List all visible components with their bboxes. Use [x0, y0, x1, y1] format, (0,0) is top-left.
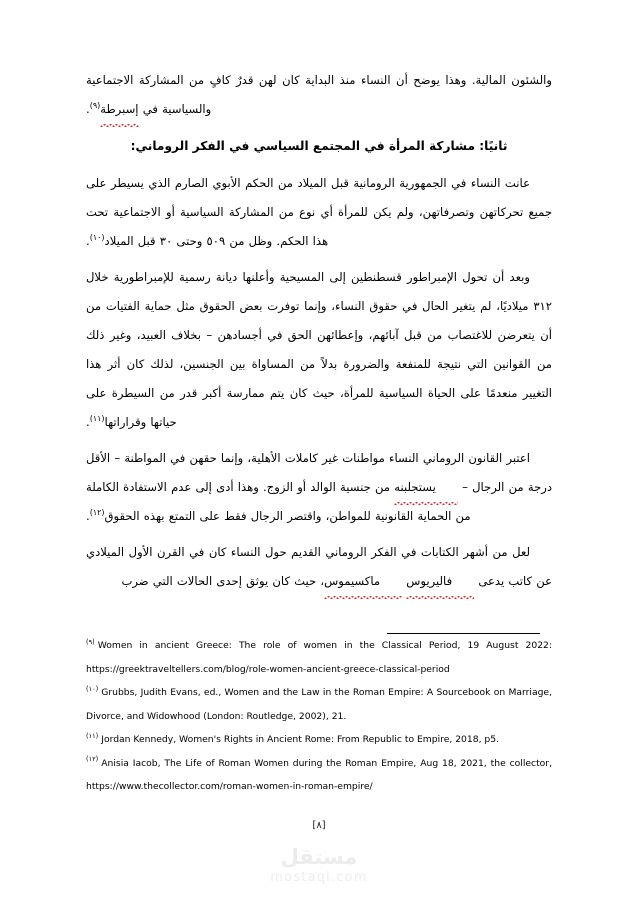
paragraph-4-text-part-1: اعتبر القانون الروماني النساء مواطنات غير كاملات الأهلية، وإنما حقهن في المواطنة – الأقل درجة من الرجال – [86, 451, 553, 494]
footnote-item-11 [86, 728, 552, 752]
paragraph-4-text-after-ref: . [86, 509, 90, 523]
page-body-content [86, 66, 552, 603]
footnote-text-10: Grubbs, Judith Evans, ed., Women and the Law in the Roman Empire: A Sourcebook on Marriage, Divorce, and Widowhood (London: Routledge, 2002), 21. [86, 687, 552, 722]
footnote-text-11: Jordan Kennedy, Women's Rights in Ancient Rome: From Republic to Empire, 2018, p5. [101, 734, 500, 745]
footnote-ref-12[interactable]: (١٢) [89, 508, 105, 518]
footnote-text-9: Women in ancient Greece: The role of women in the Classical Period, 19 August 2022: https://greektraveltellers.com/blog/role-women-ancient-greece-classical-period [86, 640, 552, 675]
footnote-marker-10: (١٠) [86, 684, 99, 693]
footnote-item-9 [86, 634, 552, 681]
spellcheck-word-isbarta-text: إسبرطة [100, 102, 139, 116]
paragraph-1-text-before-ref: والشئون المالية. وهذا يوضح أن النساء منذ البداية كان لهن قدرٌ كافٍ من المشاركة الاجتماعية والسياسية في [86, 73, 552, 116]
section-heading-roman-thought: ثانيًا: مشاركة المرأة في المجتمع السياسي في الفكر الروماني: [130, 139, 508, 153]
spellcheck-word-maximus [324, 567, 402, 596]
footnote-ref-10[interactable]: (١٠) [89, 233, 105, 243]
footnote-ref-11[interactable]: (١١) [89, 414, 105, 424]
watermark-latin-text: mostaql.com [270, 870, 368, 885]
spellcheck-word-yastajlibunah [394, 473, 458, 502]
paragraph-5-text-part-1: لعل من أشهر الكتابات في الفكر الروماني القديم حول النساء كان في القرن الأول الميلادي عن كاتب يدعى [86, 545, 552, 588]
spellcheck-word-yastajlibunah-text: يستجلبنه [394, 480, 436, 494]
spellcheck-word-isbarta [100, 95, 138, 124]
footnote-item-12 [86, 752, 552, 799]
footnote-ref-9[interactable]: (٩) [89, 101, 101, 111]
watermark-arabic-text: مستقل [280, 845, 358, 869]
footnote-section [86, 633, 552, 799]
spellcheck-word-valerius [406, 567, 474, 596]
paragraph-5-text-part-2: ، حيث كان يوثق إحدى الحالات التي ضرب [121, 574, 325, 588]
footnote-text-12: Anisia Iacob, The Life of Roman Women during the Roman Empire, Aug 18, 2021, the collector, https://www.thecollector.com/roman-women-in-roman-empire/ [86, 757, 552, 792]
body-paragraph-4 [86, 444, 552, 531]
footnote-item-10 [86, 681, 552, 728]
body-paragraph-5 [86, 538, 552, 596]
body-paragraph-3 [86, 263, 552, 437]
body-paragraph-2 [86, 169, 552, 256]
spellcheck-word-maximus-text: ماكسيموس [324, 574, 381, 588]
body-paragraph-1 [86, 66, 552, 124]
page-number: [٨] [312, 820, 326, 831]
paragraph-2-text: عانت النساء في الجمهورية الرومانية قبل الميلاد من الحكم الأبوي الصارم الذي يسيطر على جميع تحركاتهن وتصرفاتهن، ولم يكن للمرأة أي نوع من المشاركة السياسية أو الاجتماعية تحت هذا الحكم. وظل من ٥٠٩ وحتى ٣٠ قبل الميلاد [86, 176, 552, 248]
paragraph-3-text-after-ref: . [86, 415, 90, 429]
footnote-marker-9: (٩) [86, 637, 95, 646]
spellcheck-word-valerius-text: فاليريوس [406, 574, 453, 588]
footnote-marker-11: (١١) [86, 731, 99, 740]
paragraph-4-text-part-2: من جنسية الوالد أو الزوج. وهذا أدى إلى عدم الاستفادة الكاملة من الحماية القانونية للمواطن، واقتصر الرجال فقط على التمتع بهذه الحقوق [86, 480, 471, 523]
watermark-mostaql [0, 845, 638, 886]
footnote-marker-12: (١٢) [86, 755, 99, 764]
paragraph-1-text-after-ref: . [86, 102, 90, 116]
paragraph-2-text-after-ref: . [86, 234, 90, 248]
paragraph-3-text: وبعد أن تحول الإمبراطور قسطنطين إلى المسيحية وأعلنها ديانة رسمية للإمبراطورية خلال ٣١٢ ميلاديًا، لم يتغير الحال في حقوق النساء، وإنما توفرت بعض الحقوق مثل حماية الفتيات من أن يتعرضن للاغتصاب من قبل آبائهم، وإعطائهن الحق في أجسادهن – بخلاف العبيد، وغير ذلك من القوانين التي نتيجة للمنفعة والضرورة بدلاً من المساواة بين الجنسين، لذلك كان أثر هذا التغيير منعدمًا على الحياة السياسية للمرأة، حيث كان يتم ممارسة أكبر قدر من السيطرة على حياتها وقراراتها [86, 270, 552, 429]
